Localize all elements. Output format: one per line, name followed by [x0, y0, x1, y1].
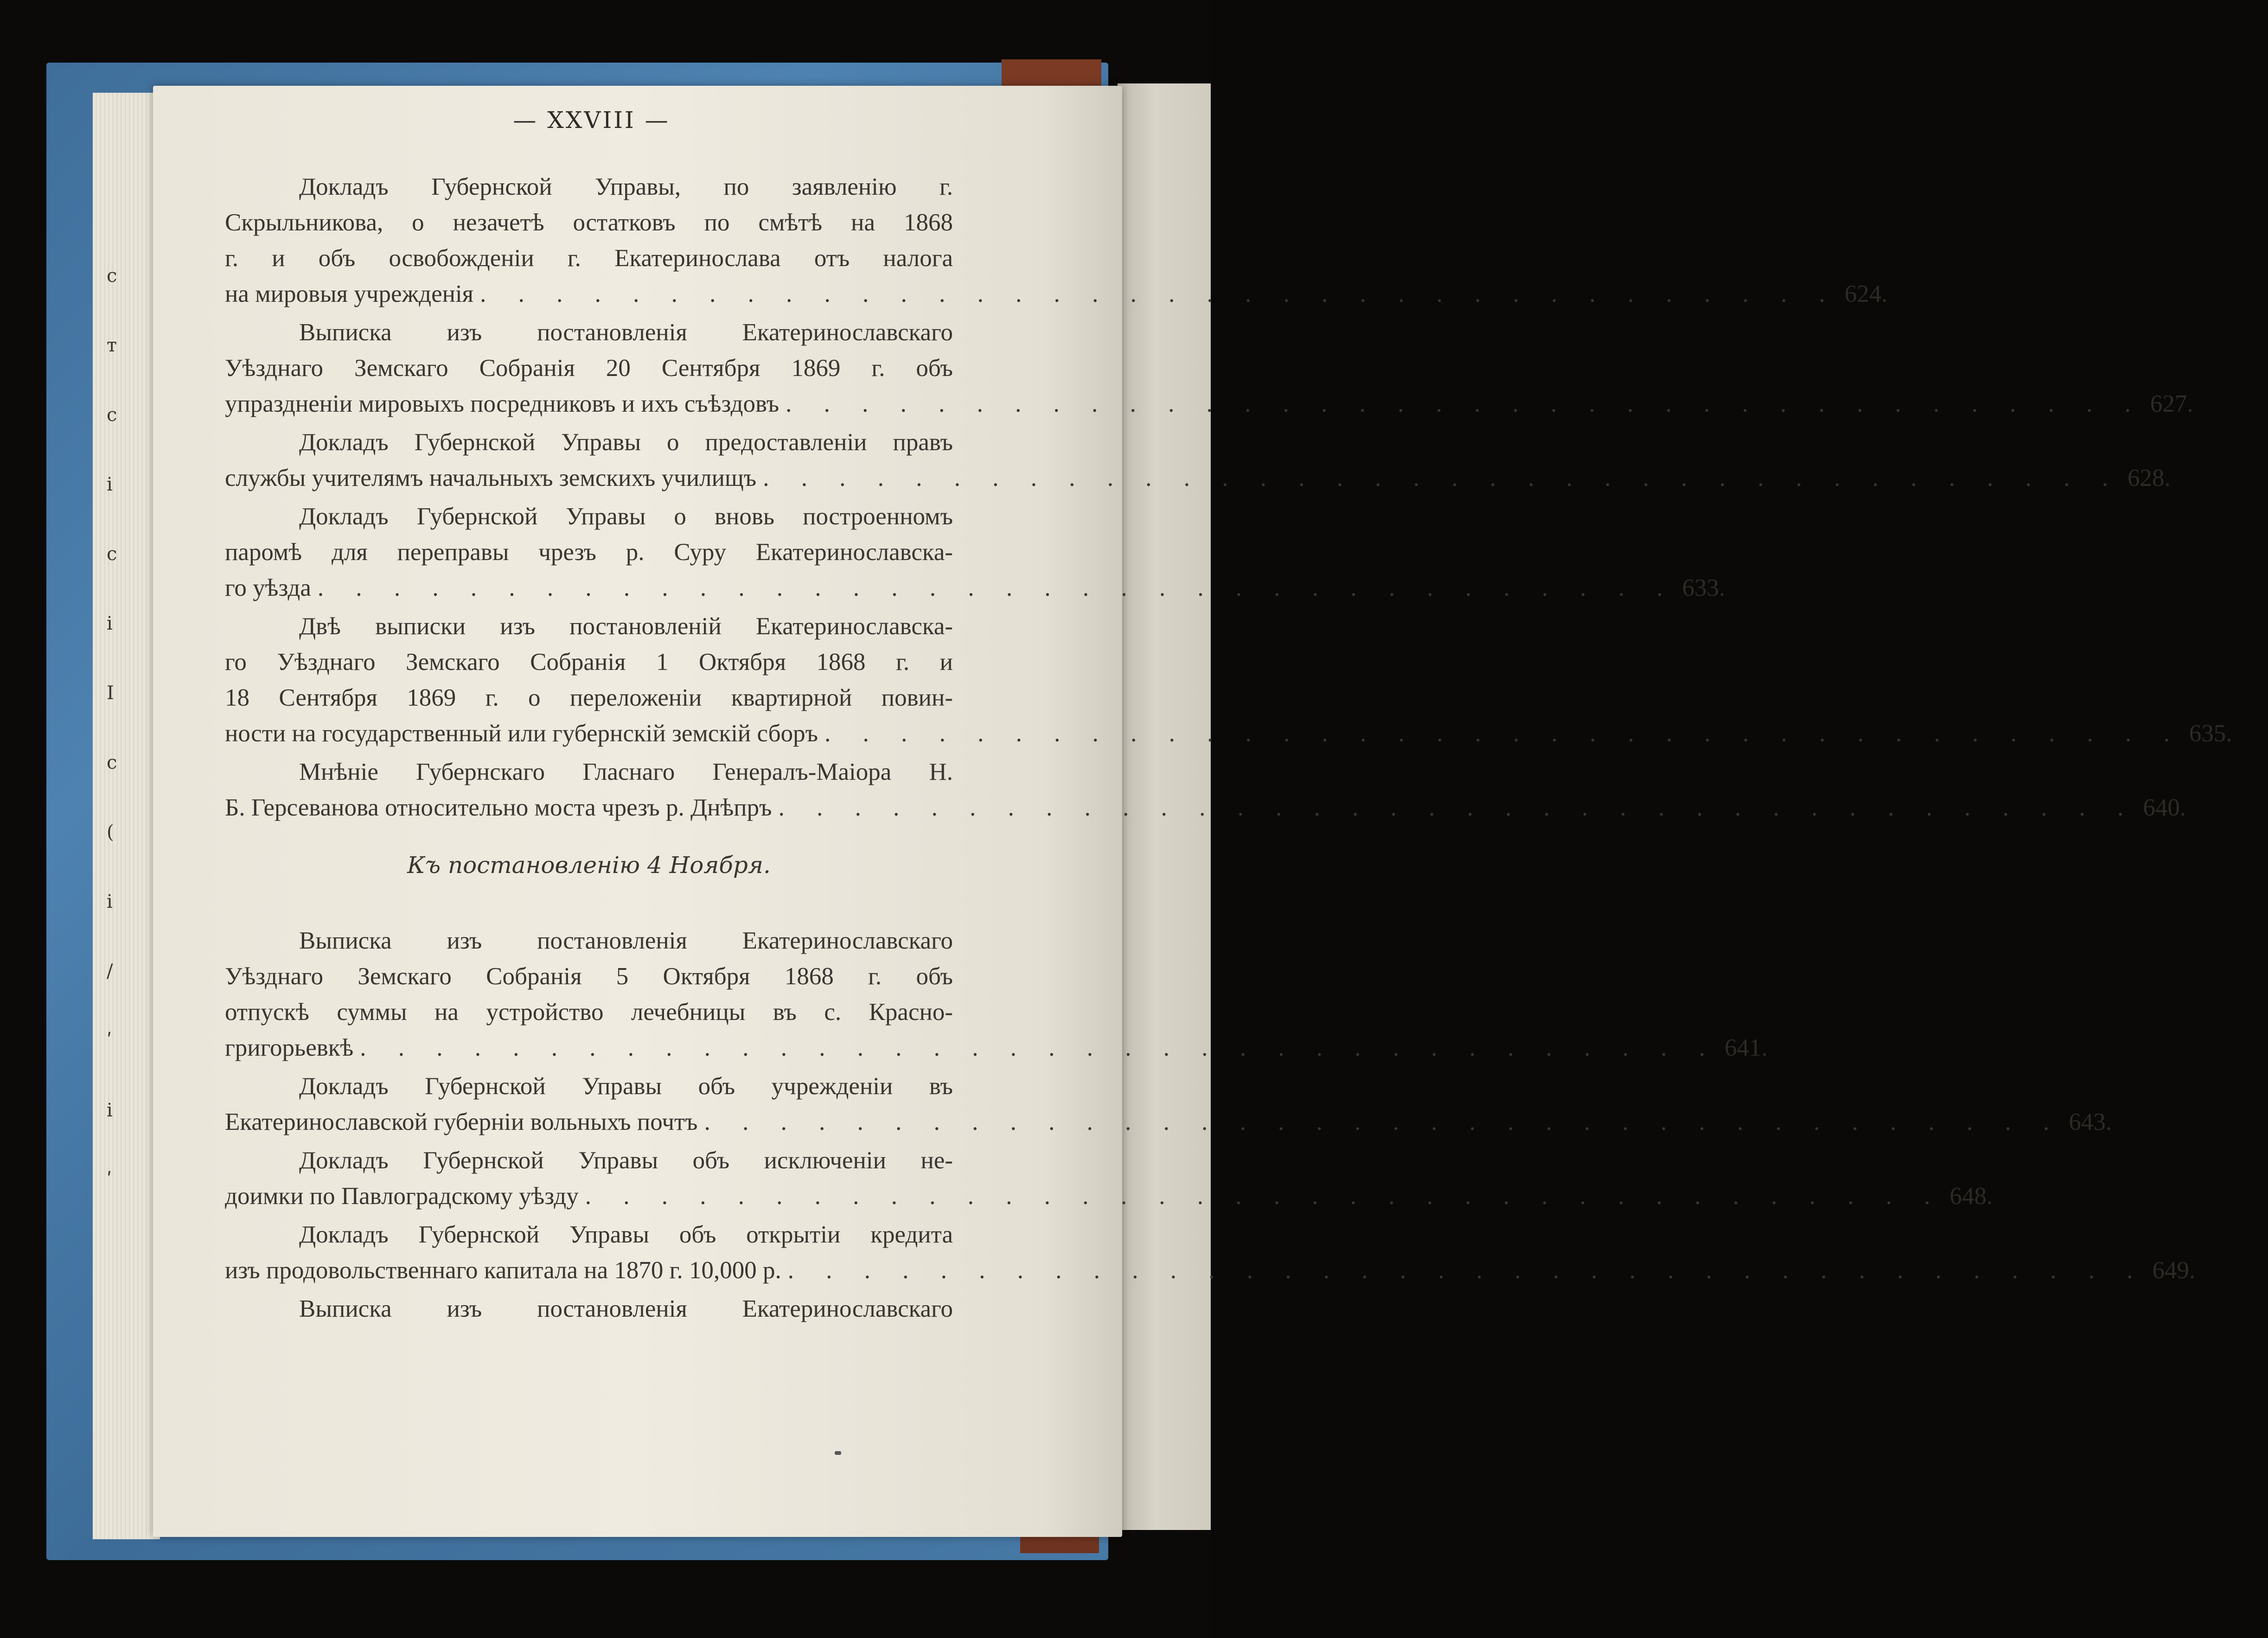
toc-entry-text: Екатеринославской губерніи вольныхъ почтъ — [225, 1109, 698, 1135]
toc-entry — [225, 425, 2171, 496]
page-number: 648. — [1949, 1183, 1993, 1210]
toc-entry-line: Уѣзднаго Земскаго Собранія 5 Октября 1868 г. объ — [225, 963, 953, 990]
dot-leader: . . . . . . . . . . . . . . . . . . . . . . . . . . . . . . . . . . . . — [360, 1034, 1719, 1061]
margin-glyph: ( — [107, 822, 114, 843]
toc-entry-line: Двѣ выписки изъ постановленій Екатеринославска- — [299, 613, 953, 640]
dot-leader: . . . . . . . . . . . . . . . . . . . . . . . . . . . . . . . . . . . . — [824, 720, 2183, 747]
page-header: — XXVIII — — [513, 107, 670, 134]
toc-entry — [225, 1143, 1993, 1214]
toc-entry-line: Докладъ Губернской Управы объ открытіи кредита — [299, 1221, 953, 1248]
toc-entry-text: упраздненіи мировыхъ посредниковъ и ихъ съѣздовъ — [225, 390, 779, 417]
toc-entry-last-line — [225, 1104, 2112, 1140]
margin-glyph: ʹ — [107, 1030, 112, 1052]
toc-entry-text: Б. Герсеванова относительно моста чрезъ р. Днѣпръ — [225, 794, 772, 821]
toc-entry-line: Выписка изъ постановленія Екатеринославскаго — [299, 319, 953, 346]
toc-entry — [225, 499, 1725, 606]
left-margin-bleed — [107, 241, 117, 1215]
toc-entry-text: доимки по Павлоградскому уѣзду — [225, 1183, 579, 1210]
toc-entry-line: Докладъ Губернской Управы, по заявленію г. — [299, 173, 953, 200]
margin-glyph: і — [107, 613, 113, 634]
margin-glyph: і — [107, 891, 113, 912]
page-edges — [93, 93, 160, 1539]
toc-entry-last-line — [225, 570, 1725, 606]
toc-entry — [225, 754, 2186, 826]
toc-entry — [225, 609, 2232, 752]
page-number: 643. — [2069, 1109, 2112, 1135]
margin-glyph: і — [107, 1100, 113, 1121]
page-number: 628. — [2127, 465, 2171, 491]
toc-entry — [225, 1217, 2196, 1288]
toc-entry-line: Докладъ Губернской Управы объ исключеніи не- — [299, 1147, 953, 1174]
toc-entry-line: отпускѣ суммы на устройство лечебницы въ с. Красно- — [225, 999, 953, 1026]
toc-entry-text: службы учителямъ начальныхъ земскихъ училищъ — [225, 465, 757, 491]
toc-entry-last-line — [225, 276, 1888, 312]
dot-leader: . . . . . . . . . . . . . . . . . . . . . . . . . . . . . . . . . . . . — [778, 794, 2137, 821]
toc-entry-last-line — [225, 1030, 1768, 1066]
table-of-contents — [225, 169, 2232, 1327]
section-heading: Къ постановленію 4 Ноября. — [407, 852, 771, 879]
margin-glyph: с — [107, 265, 117, 287]
margin-glyph: с — [107, 543, 117, 565]
dot-leader: . . . . . . . . . . . . . . . . . . . . . . . . . . . . . . . . . . . . — [787, 1257, 2146, 1284]
page-number: 640. — [2143, 794, 2186, 821]
dot-leader: . . . . . . . . . . . . . . . . . . . . . . . . . . . . . . . . . . . . — [763, 465, 2121, 491]
toc-entry-text: ности на государственный или губернскій земскій сборъ — [225, 720, 818, 747]
toc-entry — [225, 169, 1888, 312]
toc-entry-text: на мировыя учрежденія — [225, 280, 474, 307]
page-number: 624. — [1844, 280, 1888, 307]
toc-entry-line: Скрыльникова, о незачетѣ остатковъ по смѣтѣ на 1868 — [225, 209, 953, 236]
page-number: 641. — [1725, 1034, 1768, 1061]
paper-speck — [835, 1451, 841, 1455]
toc-entry-text: го уѣзда — [225, 574, 311, 601]
toc-entry-line-trailing: Выписка изъ постановленія Екатеринославскаго — [299, 1295, 953, 1322]
dot-leader: . . . . . . . . . . . . . . . . . . . . . . . . . . . . . . . . . . . . — [317, 574, 1676, 601]
toc-entry-line: Мнѣніе Губернскаго Гласнаго Генералъ-Маіора Н. — [299, 758, 953, 785]
toc-entry-last-line — [225, 790, 2186, 826]
toc-entry-last-line — [225, 716, 2232, 752]
page-number: 649. — [2152, 1257, 2196, 1284]
toc-entry-line: Выписка изъ постановленія Екатеринославскаго — [299, 927, 953, 954]
toc-entry-last-line — [225, 386, 2193, 422]
margin-glyph: I — [107, 682, 114, 704]
margin-glyph: / — [107, 961, 113, 982]
toc-entry-last-line — [225, 1253, 2196, 1288]
dot-leader: . . . . . . . . . . . . . . . . . . . . . . . . . . . . . . . . . . . . — [480, 280, 1838, 307]
dot-leader: . . . . . . . . . . . . . . . . . . . . . . . . . . . . . . . . . . . . — [704, 1109, 2063, 1135]
toc-entry — [225, 1069, 2112, 1140]
toc-entry-line: Докладъ Губернской Управы о предоставленіи правъ — [299, 429, 953, 456]
page-number: 627. — [2150, 390, 2193, 417]
toc-entry-text: григорьевкѣ — [225, 1034, 354, 1061]
toc-entry-line: г. и объ освобожденіи г. Екатеринослава отъ налога — [225, 245, 953, 272]
dot-leader: . . . . . . . . . . . . . . . . . . . . . . . . . . . . . . . . . . . . — [585, 1183, 1943, 1210]
toc-entry — [225, 315, 2193, 422]
toc-entry-last-line — [225, 460, 2171, 496]
toc-entry-line: Докладъ Губернской Управы объ учрежденіи въ — [299, 1073, 953, 1100]
page-number: 633. — [1682, 574, 1725, 601]
toc-entry-line: Уѣзднаго Земскаго Собранія 20 Сентября 1869 г. объ — [225, 355, 953, 382]
margin-glyph: т — [107, 335, 117, 356]
toc-entry-line: паромѣ для переправы чрезъ р. Суру Екатеринославска- — [225, 539, 953, 566]
toc-entry-last-line — [225, 1179, 1993, 1214]
toc-entry — [225, 923, 1768, 1066]
dot-leader: . . . . . . . . . . . . . . . . . . . . . . . . . . . . . . . . . . . . — [786, 390, 2144, 417]
margin-glyph: с — [107, 404, 117, 426]
toc-entry-line: Докладъ Губернской Управы о вновь построенномъ — [299, 503, 953, 530]
margin-glyph: і — [107, 474, 113, 495]
margin-glyph: ʹ — [107, 1169, 112, 1191]
toc-entry-text: изъ продовольственнаго капитала на 1870 г. 10,000 р. — [225, 1257, 781, 1284]
page-number: 635. — [2189, 720, 2232, 747]
toc-entry-line: го Уѣзднаго Земскаго Собранія 1 Октября 1868 г. и — [225, 649, 953, 676]
toc-entry-line: 18 Сентября 1869 г. о переложеніи квартирной повин- — [225, 684, 953, 711]
margin-glyph: с — [107, 752, 117, 773]
